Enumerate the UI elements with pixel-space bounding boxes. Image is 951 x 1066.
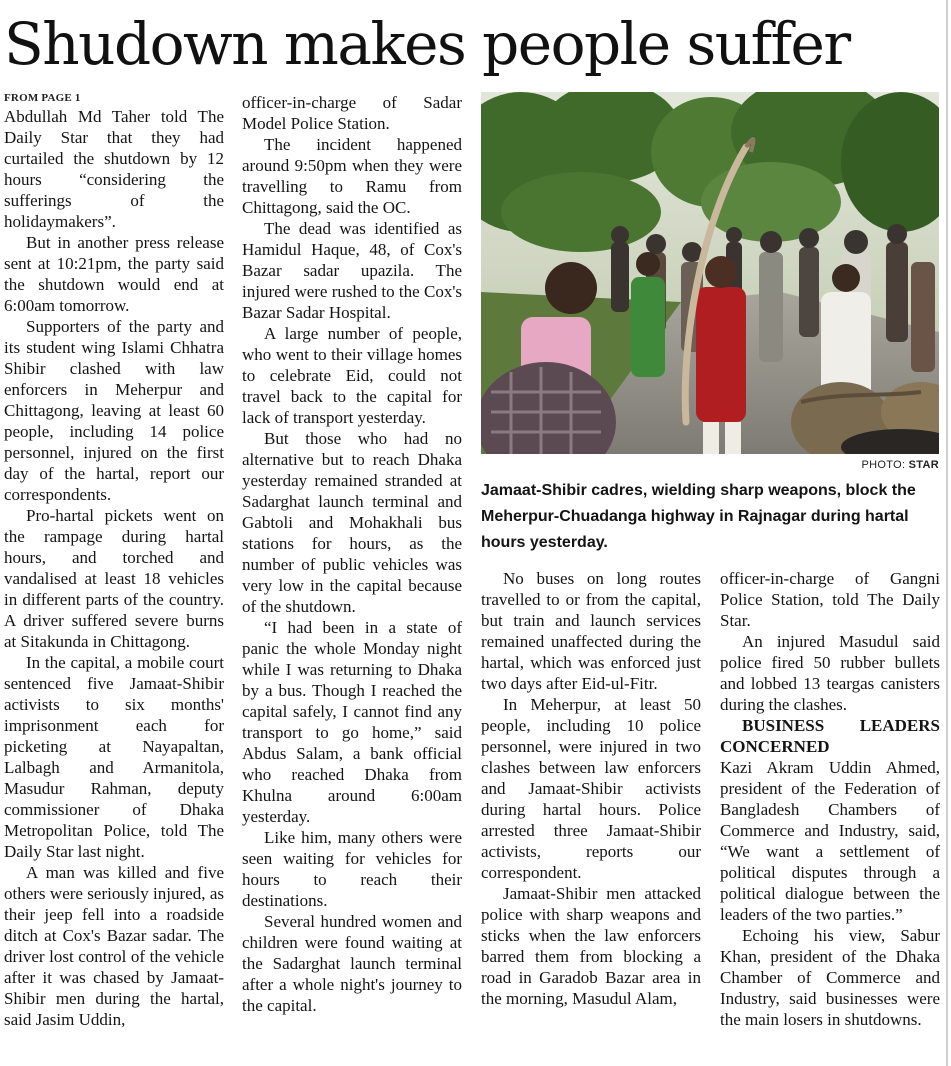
paragraph: Pro-hartal pickets went on the rampage during hartal hours, and torched and vandalised at least 18 vehicles in different parts of the country. A driver suffered severe burns at Sitakunda in Chittagong. <box>4 506 224 651</box>
paragraph: But in another press release sent at 10:21pm, the party said the shutdown would end at 6:00am tomorrow. <box>4 233 224 315</box>
paragraph: officer-in-charge of Gangni Police Station, told The Daily Star. <box>720 569 940 630</box>
paragraph: No buses on long routes travelled to or from the capital, but train and launch services remained unaffected during the hartal, which was enforced just two days after Eid-ul-Fitr. <box>481 569 701 693</box>
paragraph: Jamaat-Shibir men attacked police with sharp weapons and sticks when the law enforcers barred them from blocking a road in Garadob Bazar area in the morning, Masudul Alam, <box>481 884 701 1008</box>
paragraph: officer-in-charge of Sadar Model Police Station. <box>242 93 462 133</box>
photo-credit-label: PHOTO: <box>861 459 909 471</box>
paragraph: Kazi Akram Uddin Ahmed, president of the Federation of Bangladesh Chambers of Commerce and Industry, said, “We want a settlement of political disputes through a political dialogue between the leaders of the two parties.” <box>720 758 940 924</box>
protest-scene-illustration <box>481 92 939 454</box>
paragraph: An injured Masudul said police fired 50 rubber bullets and lobbed 13 teargas canisters during the clashes. <box>720 632 940 714</box>
paragraph: A man was killed and five others were seriously injured, as their jeep fell into a roadside ditch at Cox's Bazar sadar. The driver lost control of the vehicle after it was chased by Jamaat-Shibir men during the hartal, said Jasim Uddin, <box>4 863 224 1029</box>
article-column-3 <box>481 568 701 1009</box>
paragraph: Supporters of the party and its student wing Islami Chhatra Shibir clashed with law enforcers in Meherpur and Chittagong, leaving at least 60 people, including 14 police personnel, injured on the first day of the hartal, report our correspondents. <box>4 317 224 504</box>
page-edge-rule <box>946 0 948 1066</box>
paragraph: Like him, many others were seen waiting for vehicles for hours to reach their destinations. <box>242 828 462 910</box>
article-column-4 <box>720 568 940 1030</box>
from-page-kicker: FROM PAGE 1 <box>4 92 81 104</box>
article-column-2 <box>242 92 462 1016</box>
paragraph: “I had been in a state of panic the whole Monday night while I was returning to Dhaka by a bus. Though I reached the capital safely, I cannot find any transport to go home,” said Abdus Salam, a bank official who reached Dhaka from Khulna around 6:00am yesterday. <box>242 618 462 826</box>
photo-credit-source: STAR <box>908 459 939 471</box>
paragraph: In the capital, a mobile court sentenced five Jamaat-Shibir activists to six months' imprisonment each for picketing at Nayapaltan, Lalbagh and Armanitola, Masudur Rahman, deputy commissioner of Dhaka Metropolitan Police, told The Daily Star last night. <box>4 653 224 861</box>
paragraph: In Meherpur, at least 50 people, including 10 police personnel, were injured in two clashes between law enforcers and Jamaat-Shibir activists during hartal hours. Police arrested three Jamaat-Shibir activists, reports our correspondent. <box>481 695 701 882</box>
news-photo <box>481 92 939 454</box>
paragraph: Echoing his view, Sabur Khan, president of the Dhaka Chamber of Commerce and Industry, said businesses were the main losers in shutdowns. <box>720 926 940 1029</box>
paragraph: The incident happened around 9:50pm when they were travelling to Ramu from Chittagong, said the OC. <box>242 135 462 217</box>
paragraph: A large number of people, who went to their village homes to celebrate Eid, could not travel back to the capital for lack of transport yesterday. <box>242 324 462 427</box>
paragraph: But those who had no alternative but to reach Dhaka yesterday remained stranded at Sadarghat launch terminal and Gabtoli and Mohakhali bus stations for hours, as the number of public vehicles was very low in the capital because of the shutdown. <box>242 429 462 616</box>
paragraph: The dead was identified as Hamidul Haque, 48, of Cox's Bazar sadar upazila. The injured were rushed to the Cox's Bazar Sadar Hospital. <box>242 219 462 322</box>
paragraph: Abdullah Md Taher told The Daily Star that they had curtailed the shutdown by 12 hours “considering the sufferings of the holidaymakers”. <box>4 107 224 231</box>
headline: Shudown makes people suffer <box>4 10 850 78</box>
photo-caption: Jamaat-Shibir cadres, wielding sharp weapons, block the Meherpur-Chuadanga highway in Rajnagar during hartal hours yesterday. <box>481 482 916 551</box>
section-subhead: BUSINESS LEADERS CONCERNED <box>720 716 940 756</box>
photo-credit <box>481 459 939 471</box>
article-column-1 <box>4 92 224 1030</box>
paragraph: Several hundred women and children were found waiting at the Sadarghat launch terminal after a whole night's journey to the capital. <box>242 912 462 1015</box>
